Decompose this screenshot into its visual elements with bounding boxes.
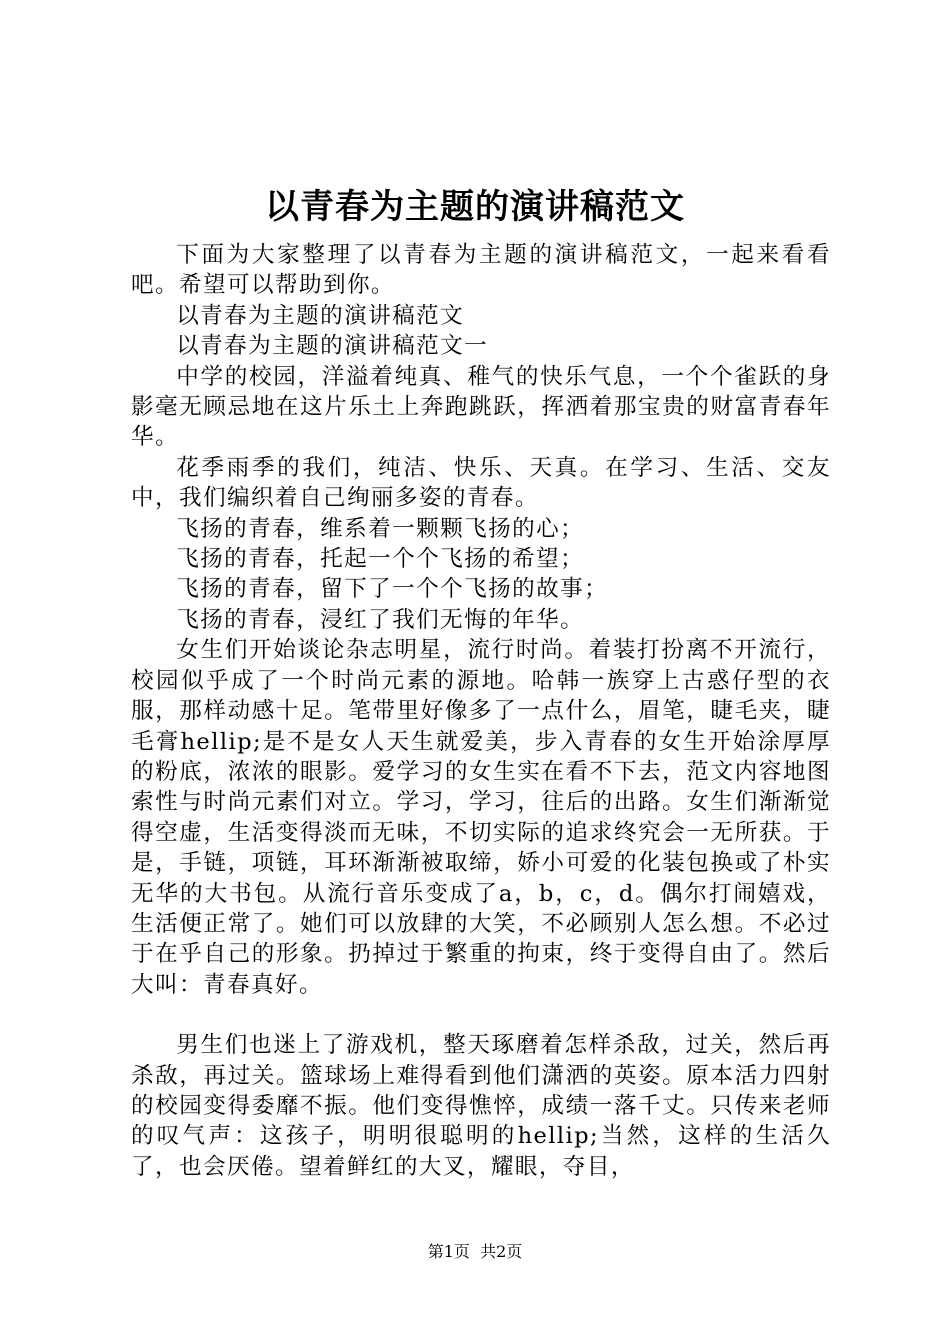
paragraph: 女生们开始谈论杂志明星，流行时尚。着装打扮离不开流行，校园似乎成了一个时尚元素的源地。哈韩一族穿上古惑仔型的衣服，那样动感十足。笔带里好像多了一点什么，眉笔，睫毛夹，睫毛膏hellip;是不是女人天生就爱美，步入青春的女生开始涂厚厚的粉底，浓浓的眼影。爱学习的女生实在看不下去，范文内容地图索性与时尚元素们对立。学习，学习，往后的出路。女生们渐渐觉得空虚，生活变得淡而无味，不切实际的追求终究会一无所获。于是，手链，项链，耳环渐渐被取缔，娇小可爱的化装包换或了朴实无华的大书包。从流行音乐变成了a，b，c，d。偶尔打闹嬉戏，生活便正常了。她们可以放肆的大笑，不必顾别人怎么想。不必过于在乎自己的形象。扔掉过于繁重的拘束，终于变得自由了。然后大叫：青春真好。 bbox=[131, 637, 831, 998]
page-total: 共2页 bbox=[480, 1242, 523, 1261]
paragraph-subheading: 以青春为主题的演讲稿范文一 bbox=[176, 333, 489, 360]
page-footer bbox=[0, 1241, 950, 1263]
paragraph: 飞扬的青春，留下了一个个飞扬的故事； bbox=[176, 576, 609, 603]
document-title: 以青春为主题的演讲稿范文 bbox=[265, 187, 685, 227]
paragraph-heading: 以青春为主题的演讲稿范文 bbox=[176, 302, 465, 329]
paragraph: 飞扬的青春，托起一个个飞扬的希望； bbox=[176, 546, 585, 573]
document-body bbox=[131, 240, 831, 1182]
paragraph: 飞扬的青春，浸红了我们无悔的年华。 bbox=[176, 606, 585, 633]
paragraph: 飞扬的青春，维系着一颗颗飞扬的心； bbox=[176, 515, 585, 542]
paragraph: 男生们也迷上了游戏机，整天琢磨着怎样杀敌，过关，然后再杀敌，再过关。篮球场上难得看到他们潇洒的英姿。原本活力四射的校园变得委靡不振。他们变得憔悴，成绩一落千丈。只传来老师的叹气声：这孩子，明明很聪明的hellip;当然，这样的生活久了，也会厌倦。望着鲜红的大叉，耀眼，夺目， bbox=[131, 1032, 831, 1180]
paragraph-intro: 下面为大家整理了以青春为主题的演讲稿范文，一起来看看吧。希望可以帮助到你。 bbox=[131, 242, 831, 299]
paragraph: 中学的校园，洋溢着纯真、稚气的快乐气息，一个个雀跃的身影毫无顾忌地在这片乐土上奔跑跳跃，挥洒着那宝贵的财富青春年华。 bbox=[131, 363, 831, 451]
paragraph: 花季雨季的我们，纯洁、快乐、天真。在学习、生活、交友中，我们编织着自己绚丽多姿的青春。 bbox=[131, 454, 831, 512]
page-number: 第1页 bbox=[427, 1242, 470, 1261]
